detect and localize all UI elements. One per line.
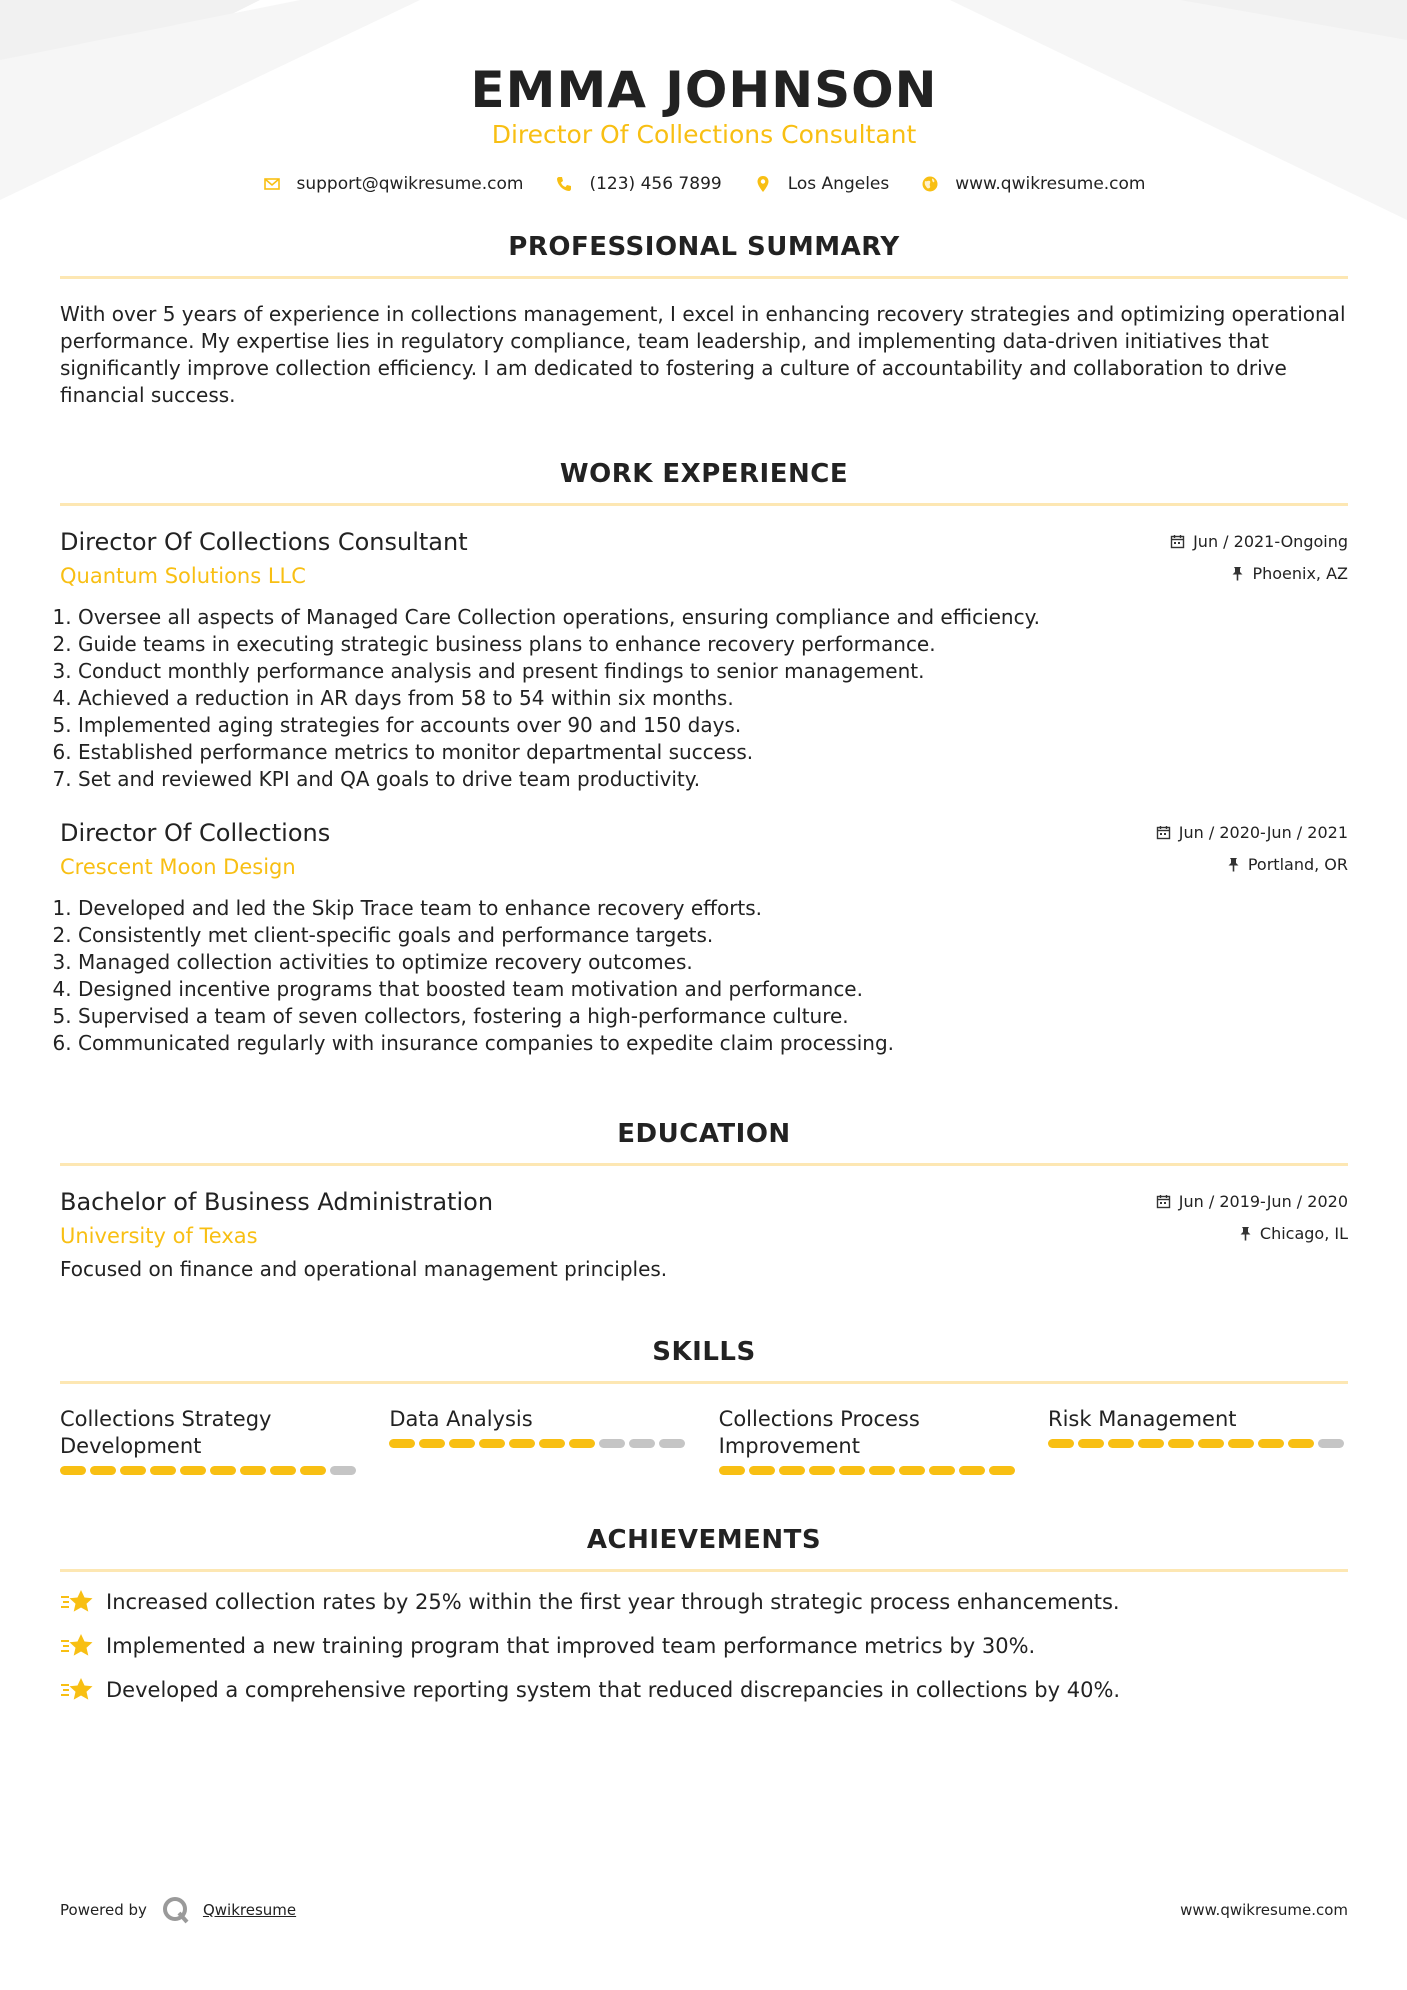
- skill-item: [1048, 1406, 1348, 1475]
- skill-level-meter: [719, 1466, 1019, 1475]
- education-meta: [1156, 1190, 1348, 1254]
- powered-by-label: Powered by: [60, 1901, 147, 1919]
- skill-dot-filled: [240, 1466, 266, 1475]
- skill-dot-filled: [869, 1466, 895, 1475]
- resume-page: [60, 0, 1348, 1704]
- skills-heading: SKILLS: [652, 1337, 756, 1367]
- skill-item: [389, 1406, 689, 1475]
- star-icon: [60, 1677, 94, 1703]
- skill-dot-filled: [569, 1439, 595, 1448]
- candidate-name: EMMA JOHNSON: [470, 61, 938, 119]
- calendar-icon: [1156, 825, 1171, 840]
- qwikresume-link[interactable]: Qwikresume: [202, 1901, 297, 1919]
- list-item: 5. Supervised a team of seven collectors, fostering a high-performance culture.: [78, 1003, 1348, 1030]
- skill-dot-filled: [120, 1466, 146, 1475]
- contact-location: [754, 174, 890, 194]
- skill-dot-filled: [839, 1466, 865, 1475]
- job-bullets: [60, 604, 1348, 793]
- skill-dot-filled: [779, 1466, 805, 1475]
- pushpin-icon: [1239, 1226, 1252, 1241]
- education-entry: [60, 1186, 1348, 1283]
- calendar-icon: [1170, 534, 1185, 549]
- skills-section: [60, 1335, 1348, 1475]
- star-icon: [60, 1633, 94, 1659]
- list-item: 5. Implemented aging strategies for accounts over 90 and 150 days.: [78, 712, 1348, 739]
- star-icon: [60, 1589, 94, 1615]
- skill-dot-filled: [1048, 1439, 1074, 1448]
- section-divider: [60, 503, 1348, 506]
- skill-dot-filled: [1258, 1439, 1284, 1448]
- job-company: Quantum Solutions LLC: [60, 564, 306, 588]
- contact-email-text: support@qwikresume.com: [296, 174, 524, 194]
- skill-dot-filled: [899, 1466, 925, 1475]
- footer-website[interactable]: www.qwikresume.com: [1180, 1901, 1348, 1919]
- contact-phone[interactable]: [555, 174, 721, 194]
- skill-dot-filled: [1168, 1439, 1194, 1448]
- skill-dot-filled: [479, 1439, 505, 1448]
- phone-icon: [555, 175, 573, 193]
- skill-dot-empty: [1318, 1439, 1344, 1448]
- contact-location-text: Los Angeles: [787, 174, 890, 194]
- skill-dot-filled: [1078, 1439, 1104, 1448]
- skill-dot-filled: [539, 1439, 565, 1448]
- list-item: 7. Set and reviewed KPI and QA goals to drive team productivity.: [78, 766, 1348, 793]
- job-location: Phoenix, AZ: [1252, 563, 1348, 583]
- skill-dot-filled: [509, 1439, 535, 1448]
- job-dates: Jun / 2020-Jun / 2021: [1178, 822, 1348, 842]
- skill-name: Collections Process Improvement: [718, 1407, 920, 1458]
- contact-phone-text: (123) 456 7899: [589, 174, 722, 194]
- achievements-section: [60, 1523, 1348, 1704]
- contact-website-text: www.qwikresume.com: [955, 174, 1146, 194]
- list-item: 4. Designed incentive programs that boosted team motivation and performance.: [78, 976, 1348, 1003]
- education-location: Chicago, IL: [1259, 1223, 1348, 1243]
- skill-dot-filled: [389, 1439, 415, 1448]
- achievement-text: Increased collection rates by 25% within the first year through strategic process enhancements.: [106, 1590, 1120, 1614]
- list-item: 3. Conduct monthly performance analysis and present findings to senior management.: [78, 658, 1348, 685]
- skill-dot-filled: [449, 1439, 475, 1448]
- job-dates: Jun / 2021-Ongoing: [1193, 531, 1348, 551]
- calendar-icon: [1156, 1194, 1171, 1209]
- skills-grid: [60, 1406, 1348, 1475]
- list-item: [60, 1632, 1348, 1660]
- list-item: 4. Achieved a reduction in AR days from 58 to 54 within six months.: [78, 685, 1348, 712]
- achievements-heading: ACHIEVEMENTS: [586, 1525, 822, 1555]
- education-section: [60, 1117, 1348, 1283]
- skill-name: Data Analysis: [389, 1407, 533, 1431]
- skill-level-meter: [389, 1439, 689, 1448]
- job-title: Director Of Collections Consultant: [60, 528, 468, 556]
- job-meta: [1156, 821, 1348, 885]
- resume-header: [60, 62, 1348, 194]
- skill-dot-filled: [749, 1466, 775, 1475]
- experience-heading: WORK EXPERIENCE: [559, 459, 849, 489]
- contact-email[interactable]: [263, 174, 524, 194]
- summary-section: [60, 230, 1348, 409]
- pushpin-icon: [1227, 857, 1240, 872]
- skill-name: Risk Management: [1047, 1407, 1237, 1431]
- section-divider: [60, 1381, 1348, 1384]
- job-bullets: [60, 895, 1348, 1057]
- skill-dot-filled: [989, 1466, 1015, 1475]
- map-pin-icon: [754, 175, 772, 193]
- achievement-text: Developed a comprehensive reporting system that reduced discrepancies in collections by 40%.: [106, 1678, 1121, 1702]
- qwikresume-logo-icon: [161, 1895, 191, 1925]
- list-item: 2. Guide teams in executing strategic business plans to enhance recovery performance.: [78, 631, 1348, 658]
- skill-level-meter: [1048, 1439, 1348, 1448]
- school-name: University of Texas: [60, 1224, 258, 1248]
- list-item: [60, 1588, 1348, 1616]
- list-item: 2. Consistently met client-specific goals and performance targets.: [78, 922, 1348, 949]
- list-item: 1. Developed and led the Skip Trace team to enhance recovery efforts.: [78, 895, 1348, 922]
- section-divider: [60, 276, 1348, 279]
- powered-by: [60, 1895, 296, 1925]
- skill-dot-filled: [210, 1466, 236, 1475]
- education-heading: EDUCATION: [617, 1119, 791, 1149]
- skill-dot-filled: [719, 1466, 745, 1475]
- skill-dot-filled: [809, 1466, 835, 1475]
- list-item: 6. Communicated regularly with insurance companies to expedite claim processing.: [78, 1030, 1348, 1057]
- list-item: 1. Oversee all aspects of Managed Care Collection operations, ensuring compliance and efficiency.: [78, 604, 1348, 631]
- section-divider: [60, 1163, 1348, 1166]
- summary-heading: PROFESSIONAL SUMMARY: [508, 232, 900, 262]
- contact-website[interactable]: [921, 174, 1145, 194]
- globe-icon: [921, 175, 939, 193]
- skill-dot-empty: [659, 1439, 685, 1448]
- skill-dot-filled: [959, 1466, 985, 1475]
- skill-dot-filled: [419, 1439, 445, 1448]
- job-entry: [60, 526, 1348, 793]
- job-location: Portland, OR: [1247, 854, 1348, 874]
- skill-dot-filled: [929, 1466, 955, 1475]
- skill-dot-empty: [330, 1466, 356, 1475]
- section-divider: [60, 1569, 1348, 1572]
- skill-dot-filled: [180, 1466, 206, 1475]
- degree-title: Bachelor of Business Administration: [60, 1188, 494, 1216]
- skill-dot-filled: [1138, 1439, 1164, 1448]
- job-entry: [60, 817, 1348, 1057]
- skill-dot-filled: [1228, 1439, 1254, 1448]
- skill-dot-empty: [599, 1439, 625, 1448]
- skill-dot-filled: [270, 1466, 296, 1475]
- skill-dot-empty: [629, 1439, 655, 1448]
- achievements-list: [60, 1588, 1348, 1704]
- skill-name: Collections Strategy Development: [60, 1407, 272, 1458]
- page-footer: [60, 1895, 1348, 1925]
- skill-dot-filled: [1198, 1439, 1224, 1448]
- list-item: [60, 1676, 1348, 1704]
- list-item: 6. Established performance metrics to monitor departmental success.: [78, 739, 1348, 766]
- education-description: Focused on finance and operational management principles.: [60, 1257, 668, 1281]
- contact-bar: [60, 174, 1348, 194]
- skill-dot-filled: [300, 1466, 326, 1475]
- candidate-title: Director Of Collections Consultant: [491, 120, 917, 149]
- envelope-icon: [263, 175, 281, 193]
- skill-dot-filled: [60, 1466, 86, 1475]
- skill-dot-filled: [90, 1466, 116, 1475]
- education-dates: Jun / 2019-Jun / 2020: [1178, 1191, 1348, 1211]
- skill-item: [60, 1406, 360, 1475]
- achievement-text: Implemented a new training program that improved team performance metrics by 30%.: [106, 1634, 1036, 1658]
- job-title: Director Of Collections: [60, 819, 331, 847]
- skill-dot-filled: [1288, 1439, 1314, 1448]
- pushpin-icon: [1231, 566, 1244, 581]
- job-company: Crescent Moon Design: [60, 855, 296, 879]
- skill-dot-filled: [1108, 1439, 1134, 1448]
- skill-level-meter: [60, 1466, 360, 1475]
- job-meta: [1170, 530, 1348, 594]
- skill-dot-filled: [150, 1466, 176, 1475]
- summary-text: With over 5 years of experience in collections management, I excel in enhancing recovery strategies and optimizing operational performance. My expertise lies in regulatory compliance, team leadership, and implementing data-driven initiatives that significantly improve collection efficiency. I am dedicated to fostering a culture of accountability and collaboration to drive financial success.: [60, 302, 1346, 407]
- experience-section: [60, 457, 1348, 1057]
- list-item: 3. Managed collection activities to optimize recovery outcomes.: [78, 949, 1348, 976]
- skill-item: [719, 1406, 1019, 1475]
